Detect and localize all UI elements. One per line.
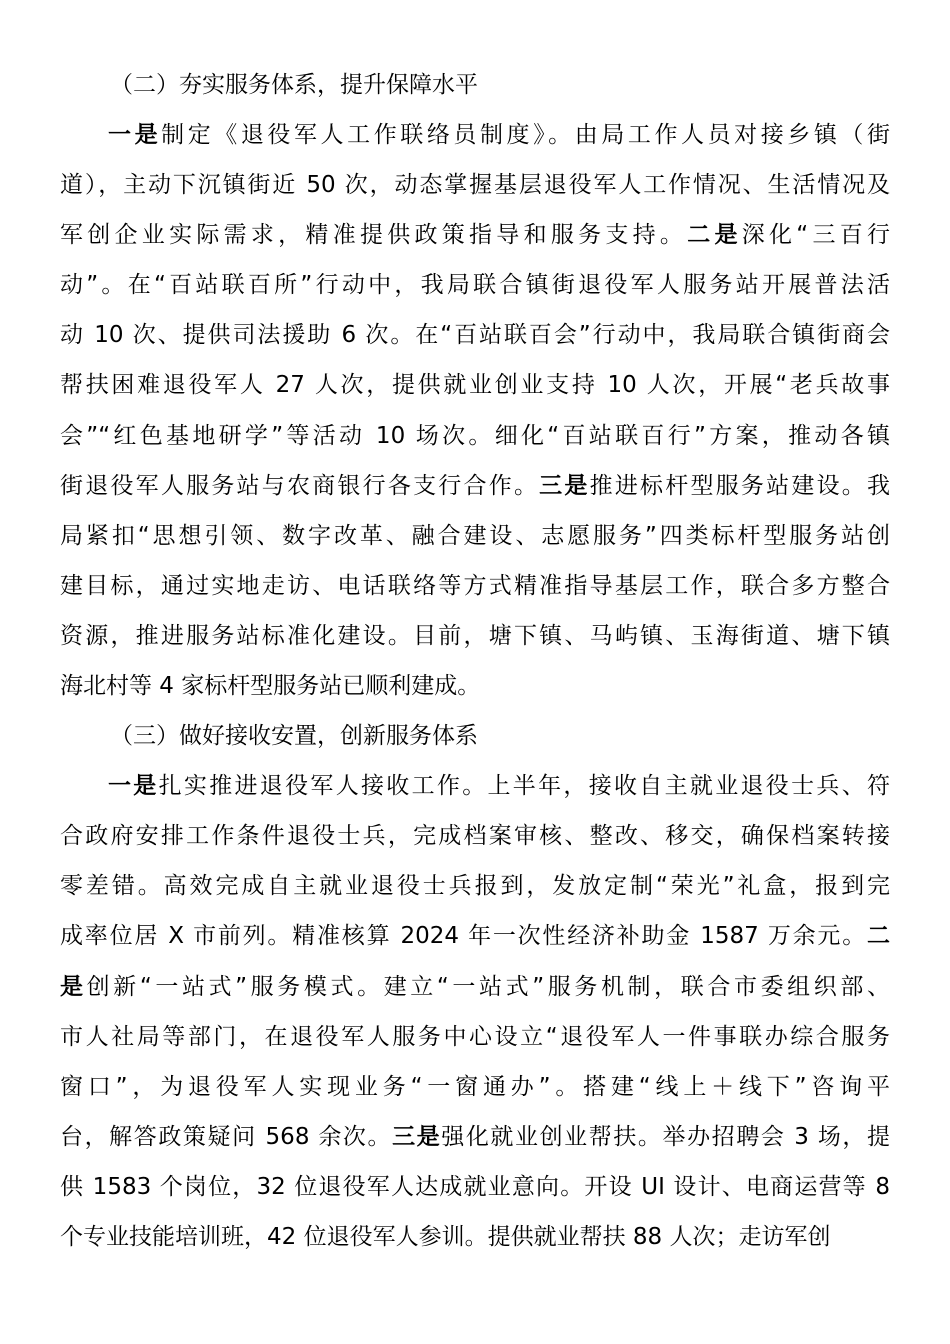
bold-marker: 二 [867,923,890,950]
text-run: 建目标，通过实地走访、电话联络等方式精准指导基层工作，联合多方整合 [60,572,890,599]
text-line [60,761,890,811]
section-3-body [60,761,890,1262]
section-2-heading: （二）夯实服务体系，提升保障水平 [110,72,478,98]
text-line [60,911,890,961]
text-line [60,861,890,911]
text-line [60,1112,890,1162]
text-line [60,1062,890,1112]
text-run: 推进标杆型服务站建设。我 [589,472,890,499]
text-run: 军创企业实际需求，精准提供政策指导和服务支持。 [60,222,688,249]
bold-marker: 一是 [108,773,159,800]
text-line [60,962,890,1012]
text-line [60,260,890,310]
text-run: 制定《退役军人工作联络员制度》。由局工作人员对接乡镇（街 [161,122,891,148]
text-run: 供 1583 个岗位，32 位退役军人达成就业意向。开设 UI 设计、电商运营等 8 [60,1173,890,1200]
text-run: 台，解答政策疑问 568 余次。 [60,1123,393,1150]
text-run: 窗口”，为退役军人实现业务“一窗通办”。搭建“线上＋线下”咨询平 [60,1073,890,1100]
bold-marker: 一是 [108,122,162,148]
text-line [60,561,890,611]
text-line [60,110,890,160]
text-line [60,611,890,661]
bold-marker: 三是 [392,1123,442,1150]
text-run: 局紧扣“思想引领、数字改革、融合建设、志愿服务”四类标杆型服务站创 [60,522,890,549]
text-line [60,511,890,561]
text-line [60,160,890,210]
text-line [60,1212,890,1262]
text-run: 个专业技能培训班，42 位退役军人参训。提供就业帮扶 88 人次；走访军创 [60,1223,831,1250]
text-run: 合政府安排工作条件退役士兵，完成档案审核、整改、移交，确保档案转接 [60,823,890,850]
text-run: 零差错。高效完成自主就业退役士兵报到，发放定制“荣光”礼盒，报到完 [60,873,890,900]
text-run: 会”“红色基地研学”等活动 10 场次。细化“百站联百行”方案，推动各镇 [60,422,890,449]
text-line [60,310,890,360]
text-run: 动”。在“百站联百所”行动中，我局联合镇街退役军人服务站开展普法活 [60,272,890,299]
text-run: 创新“一站式”服务模式。建立“一站式”服务机制，联合市委组织部、 [86,973,890,1000]
text-line [60,661,890,711]
text-line [60,360,890,410]
bold-marker: 二是 [687,222,742,249]
text-run: 成率位居 X 市前列。精准核算 2024 年一次性经济补助金 1587 万余元。 [60,923,867,950]
text-line [60,461,890,511]
bold-marker: 三是 [539,472,590,499]
text-run: 深化“三百行 [741,222,891,249]
section-2-body [60,110,890,711]
text-run: 道），主动下沉镇街近 50 次，动态掌握基层退役军人工作情况、生活情况及 [60,172,890,199]
text-line [60,411,890,461]
text-line [60,811,890,861]
text-run: 资源，推进服务站标准化建设。目前，塘下镇、马屿镇、玉海街道、塘下镇 [60,622,890,649]
text-run: 海北村等 4 家标杆型服务站已顺利建成。 [60,673,481,700]
section-3-heading: （三）做好接收安置，创新服务体系 [110,723,478,750]
text-line [60,1012,890,1062]
text-line [60,1162,890,1212]
bold-marker: 是 [60,973,87,1000]
text-run: 动 10 次、提供司法援助 6 次。在“百站联百会”行动中，我局联合镇街商会 [60,322,890,349]
text-run: 街退役军人服务站与农商银行各支行合作。 [60,472,540,499]
text-run: 强化就业创业帮扶。举办招聘会 3 场，提 [441,1123,890,1150]
text-run: 市人社局等部门，在退役军人服务中心设立“退役军人一件事联办综合服务 [60,1023,890,1050]
text-line [60,210,890,260]
text-run: 帮扶困难退役军人 27 人次，提供就业创业支持 10 人次，开展“老兵故事 [60,372,890,399]
text-run: 扎实推进退役军人接收工作。上半年，接收自主就业退役士兵、符 [158,773,891,800]
